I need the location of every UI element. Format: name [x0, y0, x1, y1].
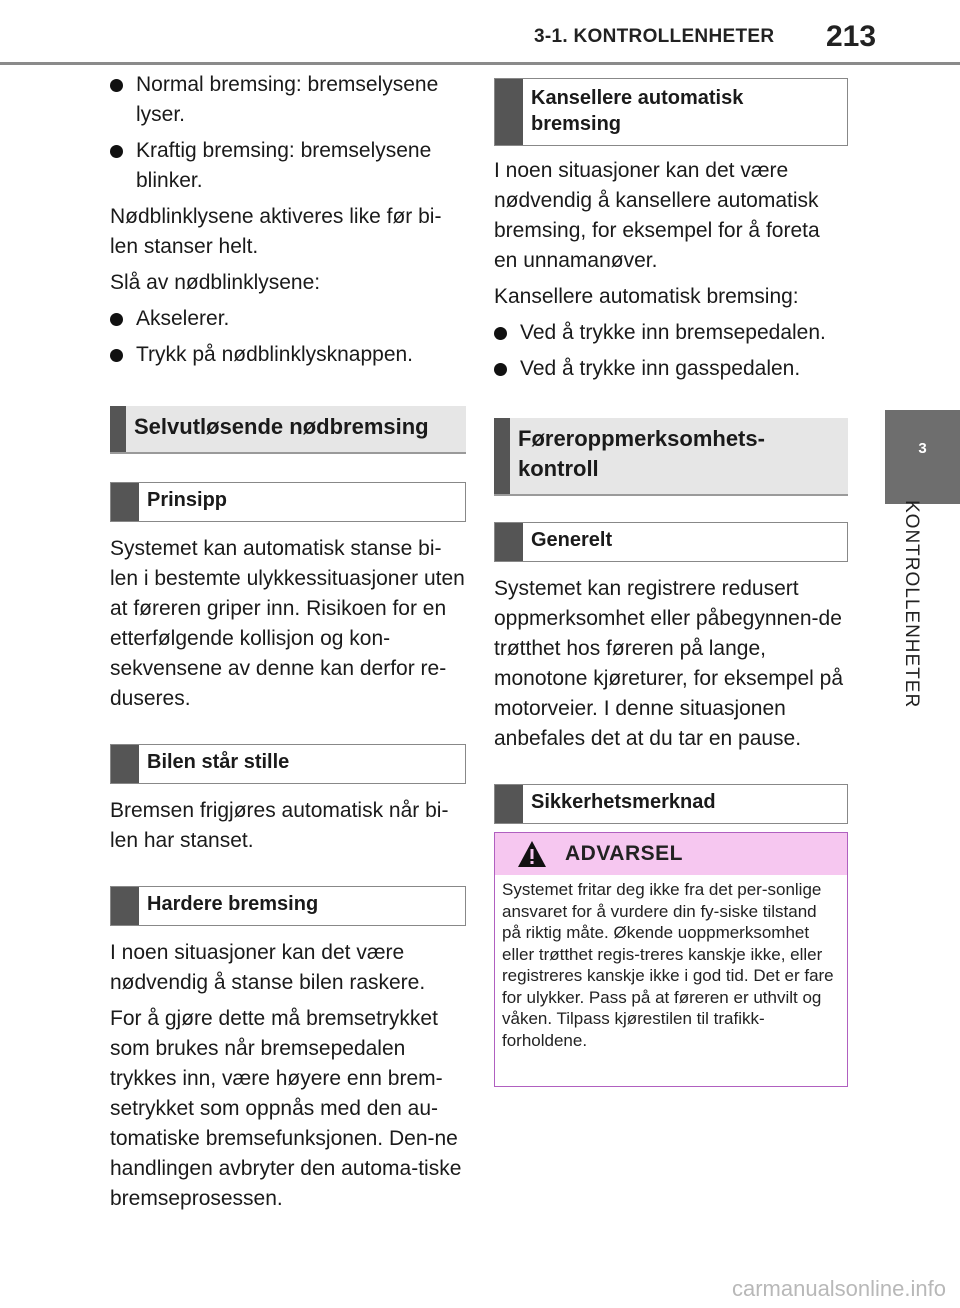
section-heading: Selvutløsende nødbremsing — [110, 406, 466, 454]
bullet-dot-icon — [110, 145, 123, 158]
warning-box — [494, 832, 848, 1087]
bullet-item — [494, 354, 848, 384]
paragraph: For å gjøre dette må bremsetrykket som brukes når bremsepedalen trykkes inn, være høyere enn brem-setrykket som oppnås med den au-tomatiske bremsefunksjonen. Den-ne handlingen avbryter den automa-tiske bremseprosessen. — [110, 1007, 462, 1210]
bullet-text: Akselerer. — [136, 307, 230, 330]
warning-text: Systemet fritar deg ikke fra det per-sonlige ansvaret for å vurdere din fy-siske tilstand på riktig måte. Økende uoppmerksomhet eller trøtthet regis-treres kanskje ikke, eller registreres kanskje ikke i god tid. Det er fare for ulykker. Pass på at føreren er uthvilt og våken. Tilpass kjørestilen til trafikk-forholdene. — [502, 880, 834, 1050]
warning-header — [495, 833, 847, 875]
chapter-side-label: KONTROLLENHETER — [901, 500, 922, 709]
bullet-item — [494, 318, 848, 348]
header-rule — [0, 62, 960, 65]
bullet-item — [110, 304, 466, 334]
subsection-heading: Generelt — [494, 522, 848, 562]
bullet-item — [110, 70, 466, 130]
paragraph: I noen situasjoner kan det være nødvendig å kansellere automatisk bremsing, for eksempel for å foreta en unnamanøver. — [494, 159, 820, 272]
warning-label: ADVARSEL — [565, 842, 683, 865]
left-column — [110, 70, 466, 1220]
paragraph: Systemet kan automatisk stanse bi-len i bestemte ulykkessituasjoner uten at føreren griper inn. Risikoen for en etterfølgende kollisjon og kon-sekvensene av denne kan derfor re-duseres. — [110, 537, 465, 710]
chapter-tab: 3 — [885, 410, 960, 504]
subsection-heading: Sikkerhetsmerknad — [494, 784, 848, 824]
page-number: 213 — [826, 20, 877, 53]
header-section-title: 3-1. KONTROLLENHETER — [534, 26, 775, 47]
bullet-text: Normal bremsing: bremselysene lyser. — [136, 73, 439, 126]
bullet-text: Trykk på nødblinklysknappen. — [136, 343, 414, 366]
bullet-text: Ved å trykke inn gasspedalen. — [520, 357, 801, 380]
bullet-item — [110, 340, 466, 370]
bullet-dot-icon — [494, 363, 507, 376]
bullet-dot-icon — [110, 79, 123, 92]
subsection-heading: Hardere bremsing — [110, 886, 466, 926]
warning-triangle-icon — [517, 840, 547, 868]
bullet-dot-icon — [494, 327, 507, 340]
paragraph: Bremsen frigjøres automatisk når bi-len har stanset. — [110, 799, 449, 852]
bullet-text: Ved å trykke inn bremsepedalen. — [520, 321, 826, 344]
subsection-heading: Prinsipp — [110, 482, 466, 522]
watermark: carmanualsonline.info — [731, 1276, 946, 1301]
subsection-heading: Bilen står stille — [110, 744, 466, 784]
subsection-heading: Kansellere automatisk bremsing — [494, 78, 848, 146]
bullet-text: Kraftig bremsing: bremselysene blinker. — [136, 139, 432, 192]
right-column — [494, 78, 848, 824]
paragraph: Nødblinklysene aktiveres like før bi-len stanser helt. — [110, 205, 442, 258]
paragraph: Kansellere automatisk bremsing: — [494, 285, 799, 308]
paragraph: I noen situasjoner kan det være nødvendig å stanse bilen raskere. — [110, 941, 426, 994]
bullet-dot-icon — [110, 349, 123, 362]
bullet-item — [110, 136, 466, 196]
paragraph: Systemet kan registrere redusert oppmerksomhet eller påbegynnen-de trøtthet hos føreren på lange, monotone kjøreturer, for eksempel på motorveier. I denne situasjonen anbefales det at du tar en pause. — [494, 577, 844, 750]
bullet-dot-icon — [110, 313, 123, 326]
section-heading: Føreroppmerksomhets-kontroll — [494, 418, 848, 496]
paragraph: Slå av nødblinklysene: — [110, 271, 321, 294]
